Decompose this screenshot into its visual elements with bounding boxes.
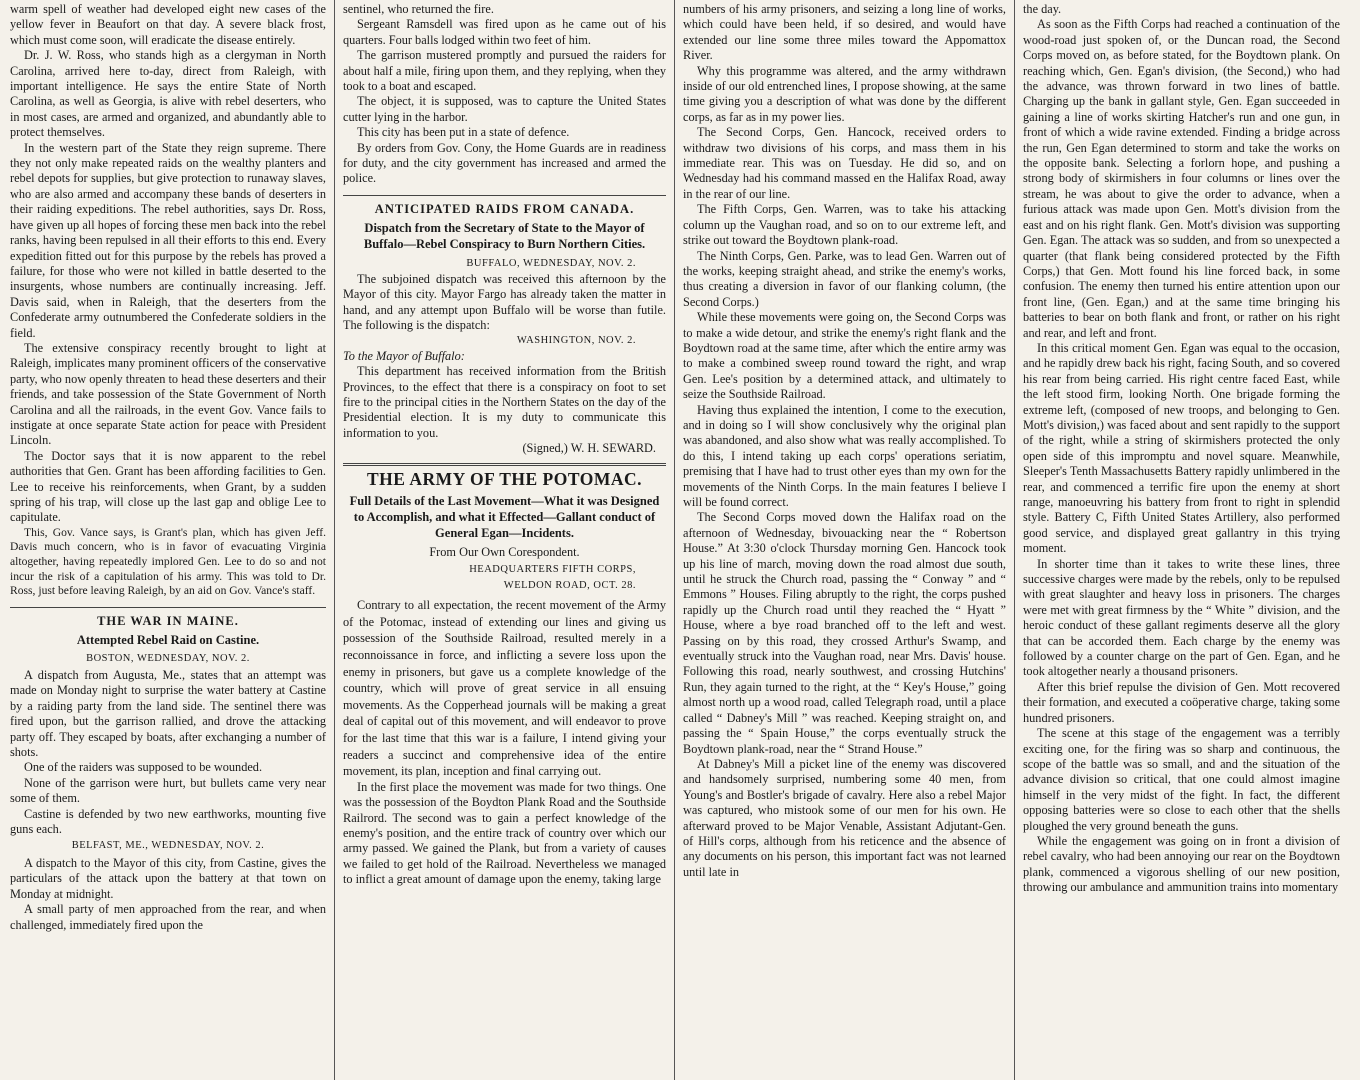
paragraph: The Fifth Corps, Gen. Warren, was to take his attacking column up the Vaughan road, and so on to our extreme left, and strike out toward the Boydtown plank-road.	[683, 202, 1006, 248]
paragraph: While these movements were going on, the Second Corps was to make a wide detour, and strike the enemy's right flank and the Boydtown road at the same time, after which the entire army was to make a combined sweep round toward the right, and wrap Gen. Lee's position by a determined attack, and ultimately to seize the Southside Railroad.	[683, 310, 1006, 402]
paragraph: In shorter time than it takes to write these lines, three successive charges were made by the rebels, only to be repulsed with great slaughter and heavy loss in prisoners. The charges were met with great firmness by the “ White ” division, and the heroic conduct of these gallant regiments deserve all the glory that can be accorded them. Each charge by the enemy was followed by a counter charge on the part of Gen. Egan, and he took altogether nearly a thousand prisoners.	[1023, 556, 1340, 679]
dateline: WELDON ROAD, OCT. 28.	[503, 579, 636, 591]
dateline: BELFAST, ME., WEDNESDAY, NOV. 2.	[71, 840, 265, 852]
paragraph: None of the garrison were hurt, but bullets came very near some of them.	[10, 775, 326, 806]
paragraph: While the engagement was going on in front a division of rebel cavalry, who had been annoying our rear on the Boydtown plank, commenced a vigorous shelling of our new position, throwing our ambulance and ammunition trains into momentary	[1023, 833, 1340, 895]
salutation: To the Mayor of Buffalo:	[343, 348, 465, 363]
paragraph: As soon as the Fifth Corps had reached a continuation of the wood-road just spoken of, or the Duncan road, the Second Corps moved on, as before stated, for the Boydtown plank. On reaching which, Gen. Egan's division, (the Second,) who had the advance, was thrown forward in two lines of battle. Charging up the bank in gallant style, Gen. Egan succeeded in gaining a line of works skirting Hatcher's run and one gun, in front of which a wide ravine extended. Finding a bridge across the run, Gen Egan determined to storm and take the works on the opposite bank. Selecting a forlorn hope, and pushing a strong body of skirmishers in four columns or lines over the stream, he was about to give the order to advance, when a furious attack was made upon Gen. Mott's division from the east and on his right flank. Gen. Mott's division was supporting Gen. Egan. The attack was so sudden, and from so unexpected a quarter (that flank being considered protected by the Fifth Corps,) that Gen. Mott found his line forced back, in some confusion. The enemy then turned his entire attention upon our front line, (Gen. Egan,) and at the same time bringing his batteries to bear on both flank and front, or rather on his right and rear, and left and front.	[1023, 17, 1340, 340]
paragraph: Why this programme was altered, and the army withdrawn inside of our old entrenched lines, I propose showing, at the same time giving you a description of what was done by the different corps, as far as in my power lies.	[683, 63, 1006, 124]
paragraph: A small party of men approached from the rear, and when challenged, immediately fired upon the	[10, 902, 326, 932]
article-deck: Full Details of the Last Movement—What it was Designed to Accomplish, and what it Effected—Gallant conduct of General Egan—Incidents.	[349, 493, 660, 540]
paragraph: Contrary to all expectation, the recent movement of the Army of the Potomac, instead of extending our lines and giving us possession of the Southside Railroad, resulted merely in a reconnoissance in force, and inflicting a severe loss upon the enemy in prisoners, but gave us a complete knowledge of the country, which will prove of great service in all ensuing movements. As the Copperhead journals will be making a great deal of capital out of this movement, and will endeavor to prove for the last time that this war is a failure, I intend giving your readers a succinct and comprehensive idea of the entire movement, its plan, inception and final carrying out.	[343, 598, 666, 779]
paragraph: The garrison mustered promptly and pursued the raiders for about half a mile, firing upon them, and they replying, when they took to a boat and escaped.	[343, 48, 666, 94]
paragraph: The Doctor says that it is now apparent to the rebel authorities that Gen. Grant has been affording facilities to Gen. Lee to receive his reinforcements, when Grant, by a sudden spring of his trap, will close up the last gap and oblige Lee to capitulate.	[10, 448, 326, 525]
dateline: BOSTON, WEDNESDAY, NOV. 2.	[86, 652, 250, 664]
section-heading-army-of-the-potomac: THE ARMY OF THE POTOMAC.	[366, 468, 642, 489]
paragraph: This, Gov. Vance says, is Grant's plan, which has given Jeff. Davis much concern, who is in favor of evacuating Virginia altogether, having repeatedly implored Gen. Lee to do so and not incur the risk of a capitulation of his army. This was told to Dr. Ross, just before leaving Raleigh, by an aid on Gov. Vance's staff.	[10, 525, 326, 598]
column-3	[675, 0, 1015, 1080]
paragraph: the day.	[1023, 2, 1062, 16]
paragraph: The Second Corps moved down the Halifax road on the afternoon of Wednesday, bivouacking near the “ Robertson House.” At 3:30 o'clock Thursday morning Gen. Hancock took up his line of march, moving down the road almost due south, until he struck the Church road, passing the “ Conway ” and “ Emmons ” Houses. Filing abruptly to the right, the corps pushed rapidly up the Church road until they reached the “ Hyatt ” House, where a bye road branched off to the left and west. Passing on by this road, they crossed Arthur's Swamp, and eventually struck into the Vaughan road, near Mrs. Davis' house. Following this road, nearly southwest, and crossing Hutchins' Run, they again turned to the right, at the “ Key's House,” going almost north up a wood road, called Telegraph road, until a place called “ Dabney's Mill ” was reached. Keeping straight on, and passing the “ Spain House,” the corps eventually struck the Boydtown plank-road, near the “ Strand House.”	[683, 510, 1006, 756]
divider	[343, 463, 666, 466]
column-2	[335, 0, 675, 1080]
paragraph: Dr. J. W. Ross, who stands high as a clergyman in North Carolina, arrived here to-day, direct from Raleigh, with important intelligence. He says the entire State of North Carolina, as well as Georgia, is alive with rebel deserters, who in most cases, are armed and organized, and abundantly able to protect themselves.	[10, 48, 326, 140]
paragraph: The scene at this stage of the engagement was a terribly exciting one, for the firing was so sharp and continuous, the scope of the battle was so small, and and the situation of the advance division so critical, that one could almost imagine himself in the very midst of the fight. In fact, the different opposing batteries were so close to each other that the shells ploughed the very ground beneath the guns.	[1023, 726, 1340, 833]
paragraph: A dispatch to the Mayor of this city, from Castine, gives the particulars of the attack upon the battery at that town on Monday at midnight.	[10, 855, 326, 901]
paragraph: warm spell of weather had developed eight new cases of the yellow fever in Beaufort on that day. A severe black frost, which must come soon, will eradicate the disease entirely.	[10, 2, 326, 47]
paragraph: Sergeant Ramsdell was fired upon as he came out of his quarters. Four balls lodged within two feet of him.	[343, 17, 666, 47]
paragraph: numbers of his army prisoners, and seizing a long line of works, which could have been held, if so desired, and would have extended our line some three miles toward the Appomattox River.	[683, 2, 1006, 63]
paragraph: The object, it is supposed, was to capture the United States cutter lying in the harbor.	[343, 94, 666, 124]
signature-line: (Signed,) W. H. SEWARD.	[522, 441, 656, 456]
paragraph: In this critical moment Gen. Egan was equal to the occasion, and he rapidly drew back his right, facing South, and so covered his rear from being carried. His right centre faced East, while the left stood firm, looking North. One brigade forming the extreme left, (composed of new troops, and belonging to Gen. Mott's division,) was faced about and sent rapidly to the support of the right, while a string of skirmishers protected the only open side of this impromptu and novel square. Meanwhile, Sleeper's Tenth Massachusetts Battery rapidly unlimbered in the rear, and commenced a terrific fire upon the enemy at short range, manoeuvring his battery from front to right in splendid style. Battery C, Fifth United States Artillery, also performed good service, and displayed great gallantry in this trying moment.	[1023, 340, 1340, 556]
dateline: WASHINGTON, NOV. 2.	[516, 335, 636, 347]
article-deck: Dispatch from the Secretary of State to the Mayor of Buffalo—Rebel Conspiracy to Burn Northern Cities.	[363, 221, 646, 252]
paragraph: This city has been put in a state of defence.	[357, 125, 570, 140]
paragraph: sentinel, who returned the fire.	[343, 2, 494, 16]
paragraph: The Ninth Corps, Gen. Parke, was to lead Gen. Warren out of the works, keeping straight ahead, and strike the enemy's works, thus creating a diversion in favor of our flanking column, (the Second Corps.)	[683, 248, 1006, 309]
paragraph: In the first place the movement was made for two things. One was the possession of the Boydton Plank Road and the Southside Railrord. The second was to gain a perfect knowledge of the enemy's position, and the entire track of country over which our army passed. We gained the Plank, but from a variety of causes we failed to get hold of the Railroad. Nevertheless we managed to inflict a great amount of damage upon the enemy, taking large	[343, 779, 666, 887]
dateline: HEADQUARTERS FIFTH CORPS,	[469, 564, 636, 576]
divider	[343, 195, 666, 196]
byline: From Our Own Corespondent.	[429, 544, 580, 559]
divider	[10, 607, 326, 608]
paragraph: After this brief repulse the division of Gen. Mott recovered their formation, and executed a coöperative charge, taking some hundred prisoners.	[1023, 679, 1340, 725]
paragraph: In the western part of the State they reign supreme. There they not only make repeated raids on the wealthy planters and rebel depots for supplies, but give protection to runaway slaves, who are also armed and accompany these bands of deserters in their raiding expeditions. The rebel authorities, says Dr. Ross, have given up all hopes of forcing these men back into the rebel ranks, having been repulsed in all their efforts to this end. Every expedition fitted out for this purpose by the rebels has proved a failure, for those who were not killed in battle deserted to the insurgents, whose numbers are continually increasing. Jeff. Davis said, when in Raleigh, that the deserters from the Confederate army outnumbered the Confederate soldiers in the field.	[10, 140, 326, 340]
paragraph: A dispatch from Augusta, Me., states that an attempt was made on Monday night to surprise the water battery at Castine by a raiding party from the land side. The sentinel there was fired upon, but the garrison rallied, and drove the attacking party off. They escaped by boats, after exchanging a number of shots.	[10, 668, 326, 760]
paragraph: At Dabney's Mill a picket line of the enemy was discovered and handsomely surprised, numbering some 40 men, from Young's and Bostler's brigade of cavalry. Here also a rebel Major was captured, who mistook some of our men for his own. He afterward proved to be Major Venable, Assistant Adjutant-Gen. of Hill's corps, although from his reticence and the absence of any documents on his person, this important fact was not learned until late in	[683, 756, 1006, 879]
paragraph: The Second Corps, Gen. Hancock, received orders to withdraw two divisions of his corps, and mass them in his immediate rear. This was on Tuesday. He did so, and on Wednesday had his command massed en the Halifax Road, away in the rear of our line.	[683, 125, 1006, 201]
paragraph: One of the raiders was supposed to be wounded.	[24, 760, 263, 775]
column-4	[1015, 0, 1348, 1080]
paragraph: The extensive conspiracy recently brought to light at Raleigh, implicates many prominent officers of the conservative party, who now openly threaten to head these deserters and their friends, and take possession of the State Government of North Carolina and all the railroads, in the event Gov. Vance fails to instigate at once separate State action for peace with President Lincoln.	[10, 340, 326, 448]
subheading-castine-raid: Attempted Rebel Raid on Castine.	[76, 633, 260, 648]
paragraph: Castine is defended by two new earthworks, mounting five guns each.	[10, 806, 326, 837]
column-1	[2, 0, 335, 1080]
paragraph: By orders from Gov. Cony, the Home Guards are in readiness for duty, and the city government has increased and armed the police.	[343, 140, 666, 186]
section-heading-war-in-maine: THE WAR IN MAINE.	[97, 613, 239, 628]
section-heading-raids-from-canada: ANTICIPATED RAIDS FROM CANADA.	[374, 201, 635, 216]
paragraph: This department has received information from the British Provinces, to the effect that there is a conspiracy on foot to set fire to the principal cities in the Northern States on the day of the Presidential election. It is my duty to communicate this information to you.	[343, 364, 666, 440]
dateline: BUFFALO, WEDNESDAY, NOV. 2.	[466, 258, 636, 270]
paragraph: Having thus explained the intention, I come to the execution, and in doing so I will show conclusively why the original plan was abandoned, and also show what was really accomplished. To do this, I intend taking up each corps' operations seriatim, premising that I have had to trust other eyes than my own for the movements of the Ninth Corps. In the main features I believe I will be found correct.	[683, 402, 1006, 509]
paragraph: The subjoined dispatch was received this afternoon by the Mayor of this city. Mayor Fargo has already taken the matter in hand, and any attempt upon Buffalo will be worse than futile. The following is the dispatch:	[343, 271, 666, 332]
